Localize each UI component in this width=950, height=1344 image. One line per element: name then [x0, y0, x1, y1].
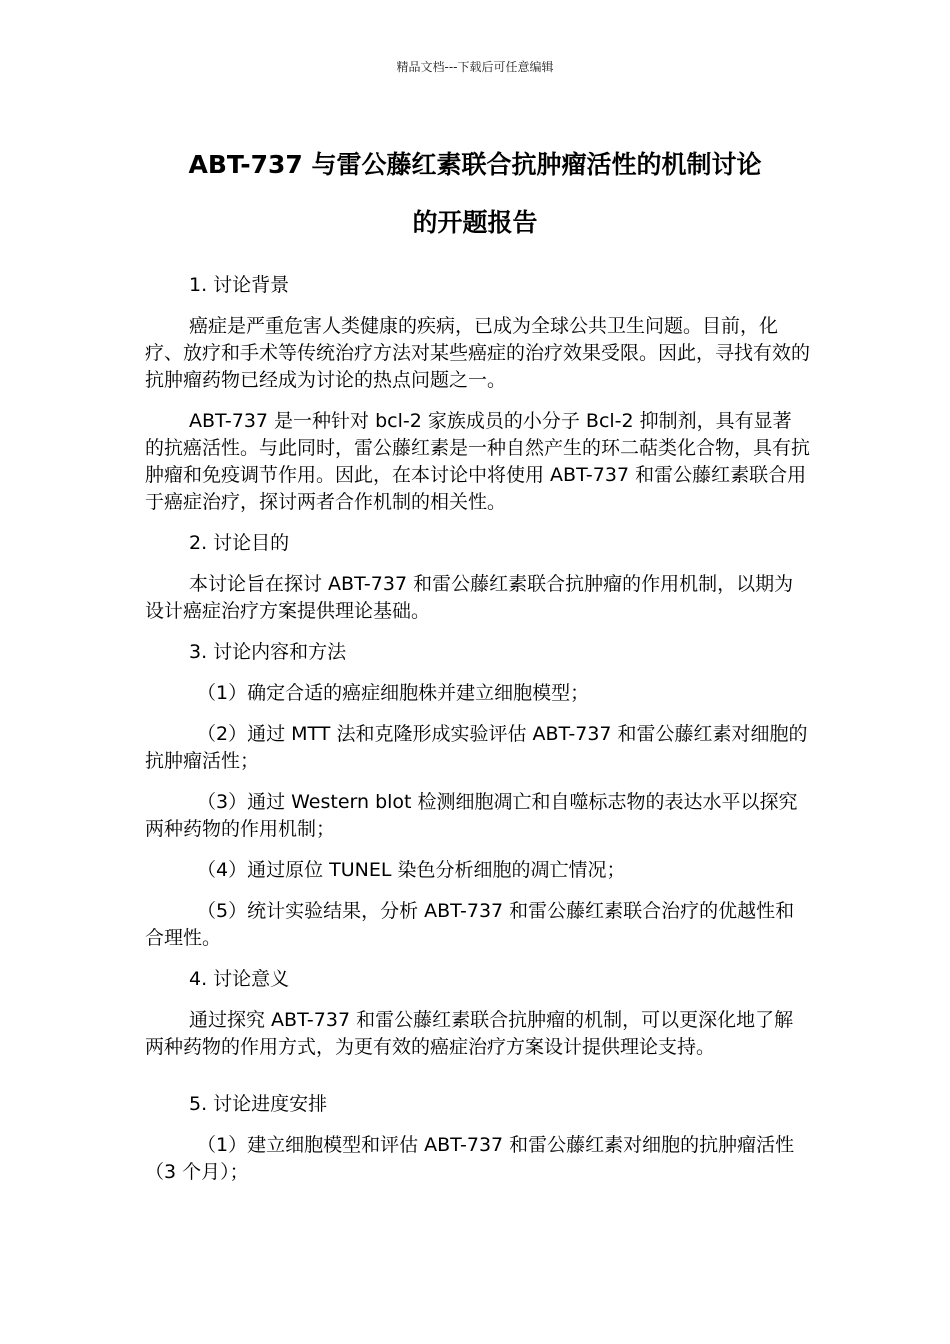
- paragraph-purpose: 本讨论旨在探讨 ABT-737 和雷公藤红素联合抗肿瘤的作用机制，以期为设计癌症治疗方案提供理论基础。: [145, 573, 794, 622]
- paragraph-background-1: 癌症是严重危害人类健康的疾病，已成为全球公共卫生问题。目前，化疗、放疗和手术等传统治疗方法对某些癌症的治疗效果受限。因此，寻找有效的抗肿瘤药物已经成为讨论的热点问题之一。: [145, 315, 811, 391]
- section-heading-significance: 4. 讨论意义: [189, 968, 290, 990]
- section-heading-purpose: 2. 讨论目的: [189, 532, 290, 554]
- section-heading-background: 1. 讨论背景: [189, 274, 290, 296]
- method-item-2: （2）通过 MTT 法和克隆形成实验评估 ABT-737 和雷公藤红素对细胞的抗肿瘤活性；: [145, 723, 808, 772]
- title-line-2: 的开题报告: [412, 208, 538, 237]
- title-line-1: ABT-737 与雷公藤红素联合抗肿瘤活性的机制讨论: [188, 150, 762, 179]
- document-body: [145, 272, 810, 1200]
- document-title: [120, 136, 830, 252]
- method-item-5: （5）统计实验结果，分析 ABT-737 和雷公藤红素联合治疗的优越性和合理性。: [145, 900, 795, 949]
- section-heading-methods: 3. 讨论内容和方法: [189, 641, 347, 663]
- method-item-4: （4）通过原位 TUNEL 染色分析细胞的凋亡情况；: [197, 859, 626, 881]
- method-item-3: （3）通过 Western blot 检测细胞凋亡和自噬标志物的表达水平以探究两种药物的作用机制；: [145, 791, 798, 840]
- paragraph-background-2: ABT-737 是一种针对 bcl-2 家族成员的小分子 Bcl-2 抑制剂，具有显著的抗癌活性。与此同时，雷公藤红素是一种自然产生的环二萜类化合物，具有抗肿瘤和免疫调节作用。因此，在本讨论中将使用 ABT-737 和雷公藤红素联合用于癌症治疗，探讨两者合作机制的相关性。: [145, 410, 811, 513]
- section-heading-schedule: 5. 讨论进度安排: [189, 1093, 328, 1115]
- header-watermark: 精品文档---下载后可任意编辑: [396, 60, 554, 74]
- method-item-1: （1）确定合适的癌症细胞株并建立细胞模型；: [197, 682, 590, 704]
- paragraph-significance: 通过探究 ABT-737 和雷公藤红素联合抗肿瘤的机制，可以更深化地了解两种药物的作用方式，为更有效的癌症治疗方案设计提供理论支持。: [145, 1009, 794, 1058]
- schedule-item-1: （1）建立细胞模型和评估 ABT-737 和雷公藤红素对细胞的抗肿瘤活性（3 个月）；: [145, 1134, 795, 1183]
